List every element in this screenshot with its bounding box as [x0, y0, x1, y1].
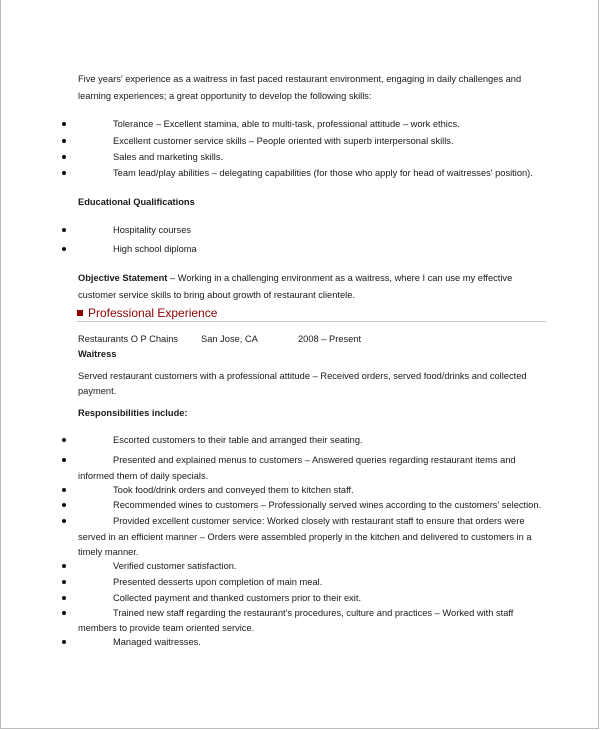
list-item: Verified customer satisfaction. [113, 561, 237, 571]
list-item: Took food/drink orders and conveyed them to kitchen staff. [113, 485, 354, 495]
employer: Restaurants O P Chains [78, 334, 179, 344]
list-item: Managed waitresses. [113, 637, 201, 647]
bullet [62, 640, 66, 644]
education-heading: Educational Qualifications [78, 197, 195, 207]
list-item: Presented desserts upon completion of main meal. [113, 577, 323, 587]
list-item: Trained new staff regarding the restaurant's procedures, culture and practices – Worked with staff [113, 608, 514, 618]
list-item: Recommended wines to customers – Professionally served wines according to the customers' selection. [113, 500, 542, 510]
skill-item: Sales and marketing skills. [113, 152, 224, 162]
section-title: Professional Experience [77, 306, 217, 321]
education-item: High school diploma [113, 244, 197, 254]
bullet [62, 139, 66, 143]
section-divider [77, 321, 546, 322]
bullet [62, 122, 66, 126]
bullet [62, 611, 66, 615]
education-item: Hospitality courses [113, 225, 192, 235]
location: San Jose, CA [201, 334, 258, 344]
objective-text: – Working in a challenging environment as a waitress, where I can use my effective [167, 273, 513, 283]
bullet [62, 247, 66, 251]
bullet [62, 488, 66, 492]
objective-label: Objective Statement [78, 273, 168, 283]
list-item-cont: timely manner. [78, 547, 139, 557]
role: Waitress [78, 349, 117, 359]
intro-line-2: learning experiences; a great opportunity to develop the following skills: [78, 91, 372, 101]
list-item-cont: informed them of daily specials. [78, 471, 209, 481]
list-item: Collected payment and thanked customers prior to their exit. [113, 593, 362, 603]
responsibilities-heading: Responsibilities include: [78, 408, 188, 418]
skill-item: Excellent customer service skills – People oriented with superb interpersonal skills. [113, 136, 454, 146]
objective-line-2: customer service skills to bring about growth of restaurant clientele. [78, 290, 355, 300]
bullet [62, 503, 66, 507]
bullet [62, 519, 66, 523]
bullet [62, 580, 66, 584]
bullet [62, 564, 66, 568]
skill-item: Team lead/play abilities – delegating capabilities (for those who apply for head of waitresses' position). [113, 168, 533, 178]
bullet [62, 155, 66, 159]
skill-item: Tolerance – Excellent stamina, able to multi-task, professional attitude – work ethics. [113, 119, 460, 129]
list-item: Presented and explained menus to customers – Answered queries regarding restaurant items and [113, 455, 516, 465]
list-item: Escorted customers to their table and arranged their seating. [113, 435, 363, 445]
list-item-cont: served in an efficient manner – Orders were assembled properly in the kitchen and delivered to customers in a [78, 532, 532, 542]
bullet [62, 596, 66, 600]
bullet [62, 458, 66, 462]
list-item: Provided excellent customer service: Worked closely with restaurant staff to ensure that orders were [113, 516, 525, 526]
bullet [62, 438, 66, 442]
summary-line-2: payment. [78, 386, 117, 396]
intro-line-1: Five years' experience as a waitress in fast paced restaurant environment, engaging in daily challenges and [78, 74, 522, 84]
summary-line-1: Served restaurant customers with a professional attitude – Received orders, served food/drinks and collected [78, 371, 527, 381]
list-item-cont: members to provide team oriented service. [78, 623, 255, 633]
objective-line-1 [78, 272, 512, 284]
dates: 2008 – Present [298, 334, 362, 344]
bullet [62, 228, 66, 232]
bullet [62, 171, 66, 175]
section-square-icon [77, 310, 83, 316]
